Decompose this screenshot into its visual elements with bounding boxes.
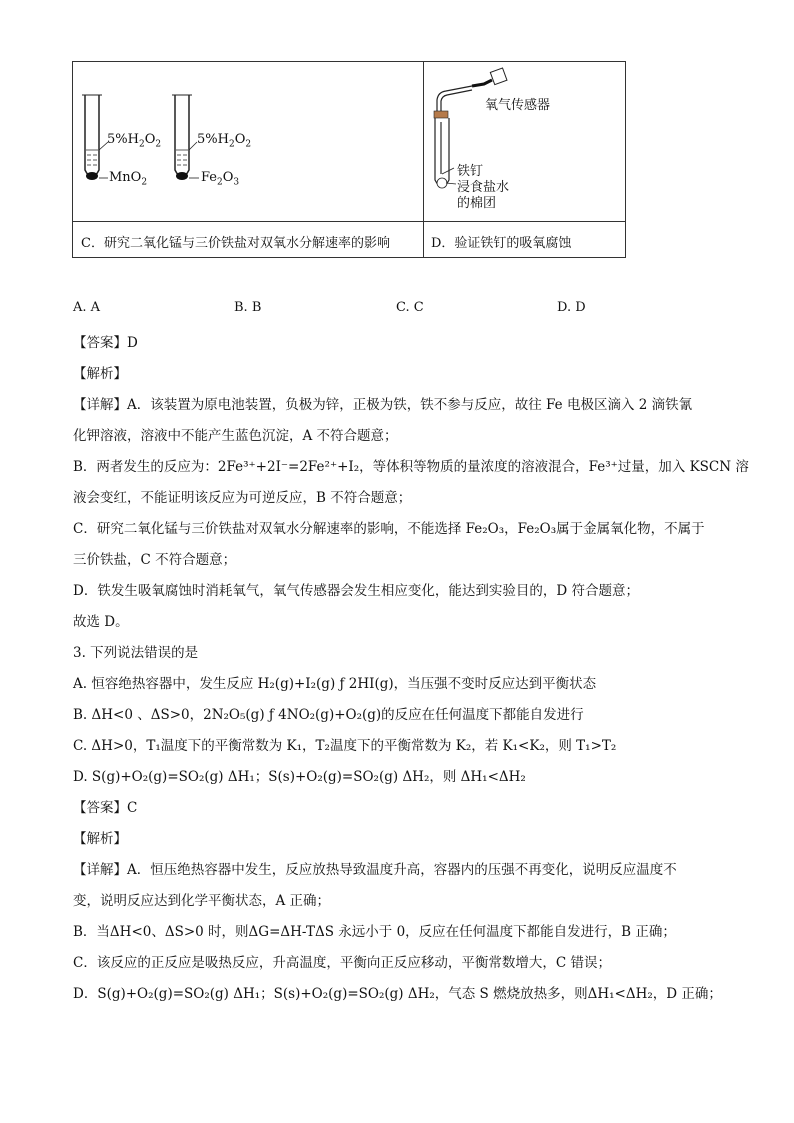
q3-option-c: C. ΔH>0，T₁温度下的平衡常数为 K₁，T₂温度下的平衡常数为 K₂，若 K₁<K₂，则 T₁>T₂: [73, 738, 617, 754]
option-a: A. A: [73, 300, 101, 315]
solid-1: [86, 172, 98, 180]
detail-q2-a2: 化钾溶液，溶液中不能产生蓝色沉淀，A 不符合题意；: [73, 428, 398, 444]
caption-c: C．研究二氧化锰与三价铁盐对双氧水分解速率的影响: [81, 236, 390, 251]
answer-q3: 【答案】C: [73, 800, 138, 816]
conclusion-q2: 故选 D。: [73, 614, 129, 630]
tube1-label: $5\%H_2O_2$: [107, 132, 162, 150]
question-3-stem: 3. 下列说法错误的是: [73, 645, 199, 661]
solid-2: [176, 172, 188, 180]
sensor-head: [490, 68, 507, 85]
oxygen-sensor-diagram: [424, 62, 626, 220]
table-divider-horizontal: [73, 221, 625, 222]
stopper: [434, 111, 448, 118]
q3-option-a: A. 恒容绝热容器中，发生反应 H₂(g)+I₂(g) ƒ 2HI(g)，当压强不变时反应达到平衡状态: [73, 676, 597, 692]
detail-q2-b1: B．两者发生的反应为：2Fe³⁺+2I⁻=2Fe²⁺+I₂，等体积等物质的量浓度的溶液混合，Fe³⁺过量，加入 KSCN 溶: [73, 459, 749, 475]
test-tube-d: [435, 118, 449, 187]
caption-d: D．验证铁钉的吸氧腐蚀: [431, 236, 572, 251]
cotton-ball: [437, 178, 447, 188]
analysis-q2: 【解析】: [73, 366, 127, 382]
detail-q2-c1: C．研究二氧化锰与三价铁盐对双氧水分解速率的影响，不能选择 Fe₂O₃，Fe₂O₃属于金属氧化物，不属于: [73, 521, 705, 537]
detail-q3-c: C．该反应的正反应是吸热反应，升高温度，平衡向正反应移动，平衡常数增大，C 错误；: [73, 955, 611, 971]
liquid-2: [176, 150, 188, 165]
tube1-solid-label: MnO$_2$: [109, 170, 148, 188]
detail-q3-a2: 变，说明反应达到化学平衡状态，A 正确；: [73, 893, 331, 909]
tube2-solid-label: $Fe_2O_3$: [201, 170, 240, 188]
detail-q2-a1: 【详解】A．该装置为原电池装置，负极为锌，正极为铁，铁不参与反应，故往 Fe 电极区滴入 2 滴铁氰: [73, 397, 693, 413]
detail-q2-d: D．铁发生吸氧腐蚀时消耗氧气，氧气传感器会发生相应变化，能达到实验目的，D 符合题意；: [73, 583, 639, 599]
q3-option-b: B. ΔH<0 、ΔS>0，2N₂O₅(g) ƒ 4NO₂(g)+O₂(g)的反应在任何温度下都能自发进行: [73, 707, 584, 723]
cotton-label-1: 浸食盐水: [457, 180, 510, 195]
detail-q3-d: D．S(g)+O₂(g)=SO₂(g) ΔH₁；S(s)+O₂(g)=SO₂(g) ΔH₂，气态 S 燃烧放热多，则ΔH₁<ΔH₂，D 正确；: [73, 986, 722, 1002]
analysis-q3: 【解析】: [73, 831, 127, 847]
liquid-1: [86, 150, 98, 165]
sensor-label: 氧气传感器: [485, 98, 551, 113]
detail-q3-a1: 【详解】A．恒压绝热容器中发生，反应放热导致温度升高，容器内的压强不再变化，说明反应温度不: [73, 862, 677, 878]
tube2-label: $5\%H_2O_2$: [197, 132, 252, 150]
detail-q2-b2: 液会变红，不能证明该反应为可逆反应，B 不符合题意；: [73, 490, 412, 506]
experiment-table: [72, 61, 626, 258]
sensor-wire: [472, 80, 492, 86]
cotton-label-2: 的棉团: [457, 196, 497, 211]
detail-q3-b: B．当ΔH<0、ΔS>0 时，则ΔG=ΔH-TΔS 永远小于 0，反应在任何温度下都能自发进行，B 正确；: [73, 924, 676, 940]
detail-q2-c2: 三价铁盐，C 不符合题意；: [73, 552, 237, 568]
nail-label: 铁钉: [457, 164, 484, 179]
option-b: B. B: [234, 300, 262, 315]
q3-option-d: D. S(g)+O₂(g)=SO₂(g) ΔH₁；S(s)+O₂(g)=SO₂(g) ΔH₂，则 ΔH₁<ΔH₂: [73, 769, 526, 785]
option-d: D. D: [557, 300, 586, 315]
answer-q2: 【答案】D: [73, 335, 138, 351]
option-c: C. C: [396, 300, 424, 315]
